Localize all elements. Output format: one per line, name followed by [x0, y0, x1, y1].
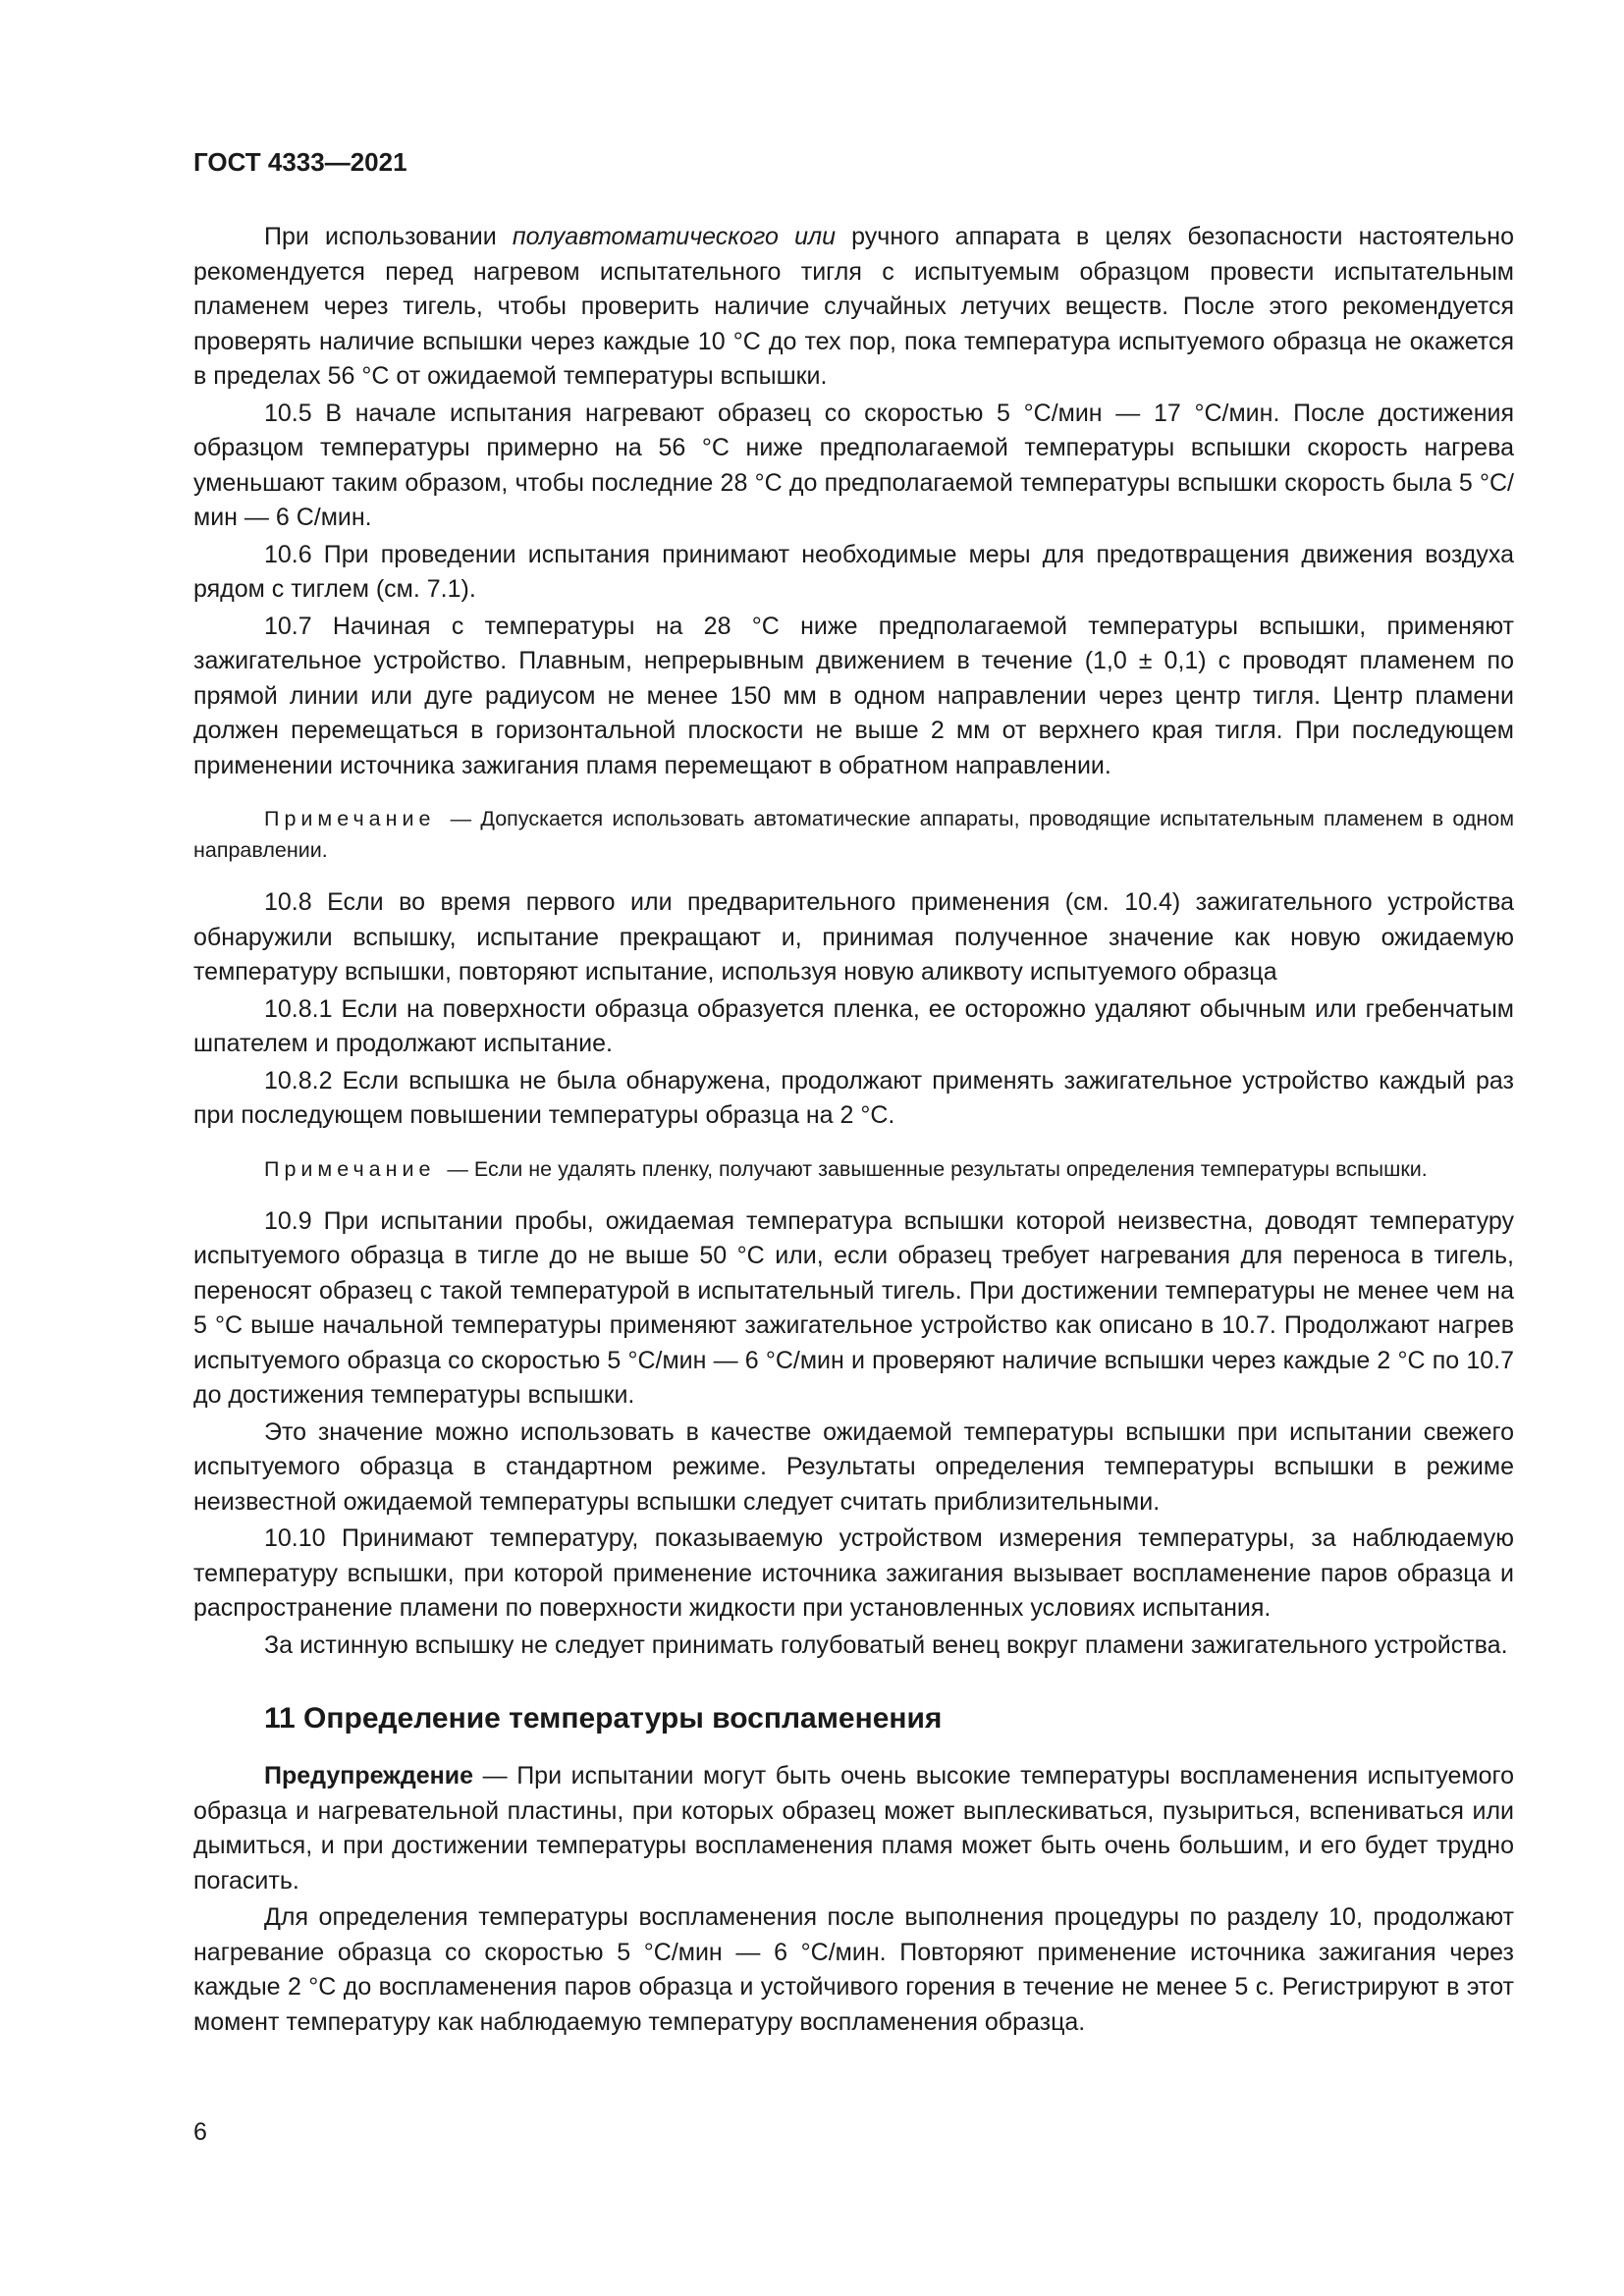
- paragraph-intro-text-start: При использовании: [264, 223, 513, 250]
- paragraph-10-5: 10.5 В начале испытания нагревают образец со скоростью 5 °С/мин — 17 °С/мин. После достижения образцом температуры примерно на 56 °С ниже предполагаемой температуры вспышки скорость нагрева уменьшают таким образом, чтобы последние 28 °С до предполагаемой температуры вспышки скорость была 5 °С/мин — 6 С/мин.: [193, 399, 1514, 531]
- note-2: [193, 1153, 1514, 1185]
- note-1-text: — Допускается использовать автоматические аппараты, проводящие испытательным пламенем в одном направлении.: [193, 807, 1514, 862]
- paragraph-10-9: 10.9 При испытании пробы, ожидаемая температура вспышки которой неизвестна, доводят температуру испытуемого образца в тигле до не выше 50 °С или, если образец требует нагревания для переноса в тигель, переносят образец с такой температурой в испытательный тигель. При достижении температуры не менее чем на 5 °С выше начальной температуры применяют зажигательное устройство как описано в 10.7. Продолжают нагрев испытуемого образца со скоростью 5 °С/мин — 6 °С/мин и проверяют наличие вспышки через каждые 2 °С по 10.7 до достижения температуры вспышки.: [193, 1206, 1514, 1409]
- paragraph-10-8-2: 10.8.2 Если вспышка не была обнаружена, продолжают применять зажигательное устройство каждый раз при последующем повышении температуры образца на 2 °С.: [193, 1066, 1514, 1129]
- document-page: [193, 147, 1514, 2042]
- paragraph-10-9-continued: Это значение можно использовать в качестве ожидаемой температуры вспышки при испытании свежего испытуемого образца в стандартном режиме. Результаты определения температуры вспышки в режиме неизвестной ожидаемой температуры вспышки следует считать приблизительными.: [193, 1417, 1514, 1516]
- paragraph-10-10: 10.10 Принимают температуру, показываемую устройством измерения температуры, за наблюдаемую температуру вспышки, при которой применение источника зажигания вызывает воспламенение паров образца и распространение пламени по поверхности жидкости при установленных условиях испытания.: [193, 1524, 1514, 1622]
- note-1-label: Примечание: [264, 807, 436, 830]
- note-2-label: Примечание: [264, 1156, 436, 1181]
- page-number: 6: [193, 2118, 207, 2146]
- paragraph-10-8-1: 10.8.1 Если на поверхности образца образуется пленка, ее осторожно удаляют обычным или гребенчатым шпателем и продолжают испытание.: [193, 994, 1514, 1057]
- paragraph-intro-text-end: ручного аппарата в целях безопасности настоятельно рекомендуется перед нагревом испытательного тигля с испытуемым образцом провести испытательным пламенем через тигель, чтобы проверить наличие случайных летучих веществ. После этого рекомендуется проверять наличие вспышки через каждые 10 °С до тех пор, пока температура испытуемого образца не окажется в пределах 56 °С от ожидаемой температуры вспышки.: [193, 223, 1514, 390]
- paragraph-intro-italic: полуавтоматического или: [512, 223, 836, 250]
- paragraph-10-6: 10.6 При проведении испытания принимают необходимые меры для предотвращения движения воздуха рядом с тиглем (см. 7.1).: [193, 540, 1514, 603]
- document-code: ГОСТ 4333—2021: [193, 147, 407, 177]
- section-11-heading: 11 Определение температуры воспламенения: [264, 1702, 943, 1735]
- paragraph-11-procedure: Для определения температуры воспламенения после выполнения процедуры по разделу 10, продолжают нагревание образца со скоростью 5 °С/мин — 6 °С/мин. Повторяют применение источника зажигания через каждые 2 °С до воспламенения паров образца и устойчивого горения в течение не менее 5 с. Регистрируют в этот момент температуру как наблюдаемую температуру воспламенения образца.: [193, 1903, 1514, 2036]
- warning-text: — При испытании могут быть очень высокие температуры воспламенения испытуемого образца и нагревательной пластины, при которых образец может выплескиваться, пузыриться, вспениваться или дымиться, и при достижении температуры воспламенения пламя может быть очень большим, и его будет трудно погасить.: [193, 1762, 1514, 1895]
- warning-label: Предупреждение: [264, 1762, 474, 1789]
- paragraph-intro: [193, 220, 1514, 395]
- paragraph-10-10-continued: За истинную вспышку не следует принимать голубоватый венец вокруг пламени зажигательного устройства.: [264, 1630, 1508, 1659]
- warning-paragraph: [193, 1759, 1514, 1898]
- paragraph-10-8: 10.8 Если во время первого или предварительного применения (см. 10.4) зажигательного устройства обнаружили вспышку, испытание прекращают и, принимая полученное значение как новую ожидаемую температуру вспышки, повторяют испытание, используя новую аликвоту испытуемого образца: [193, 888, 1514, 986]
- note-2-text: — Если не удалять пленку, получают завышенные результаты определения температуры вспышки.: [441, 1156, 1428, 1181]
- paragraph-10-7: 10.7 Начиная с температуры на 28 °С ниже предполагаемой температуры вспышки, применяют зажигательное устройство. Плавным, непрерывным движением в течение (1,0 ± 0,1) с проводят пламенем по прямой линии или дуге радиусом не менее 150 мм в одном направлении через центр тигля. Центр пламени должен перемещаться в горизонтальной плоскости не выше 2 мм от верхнего края тигля. При последующем применении источника зажигания пламя перемещают в обратном направлении.: [193, 612, 1514, 779]
- note-1: [193, 803, 1514, 866]
